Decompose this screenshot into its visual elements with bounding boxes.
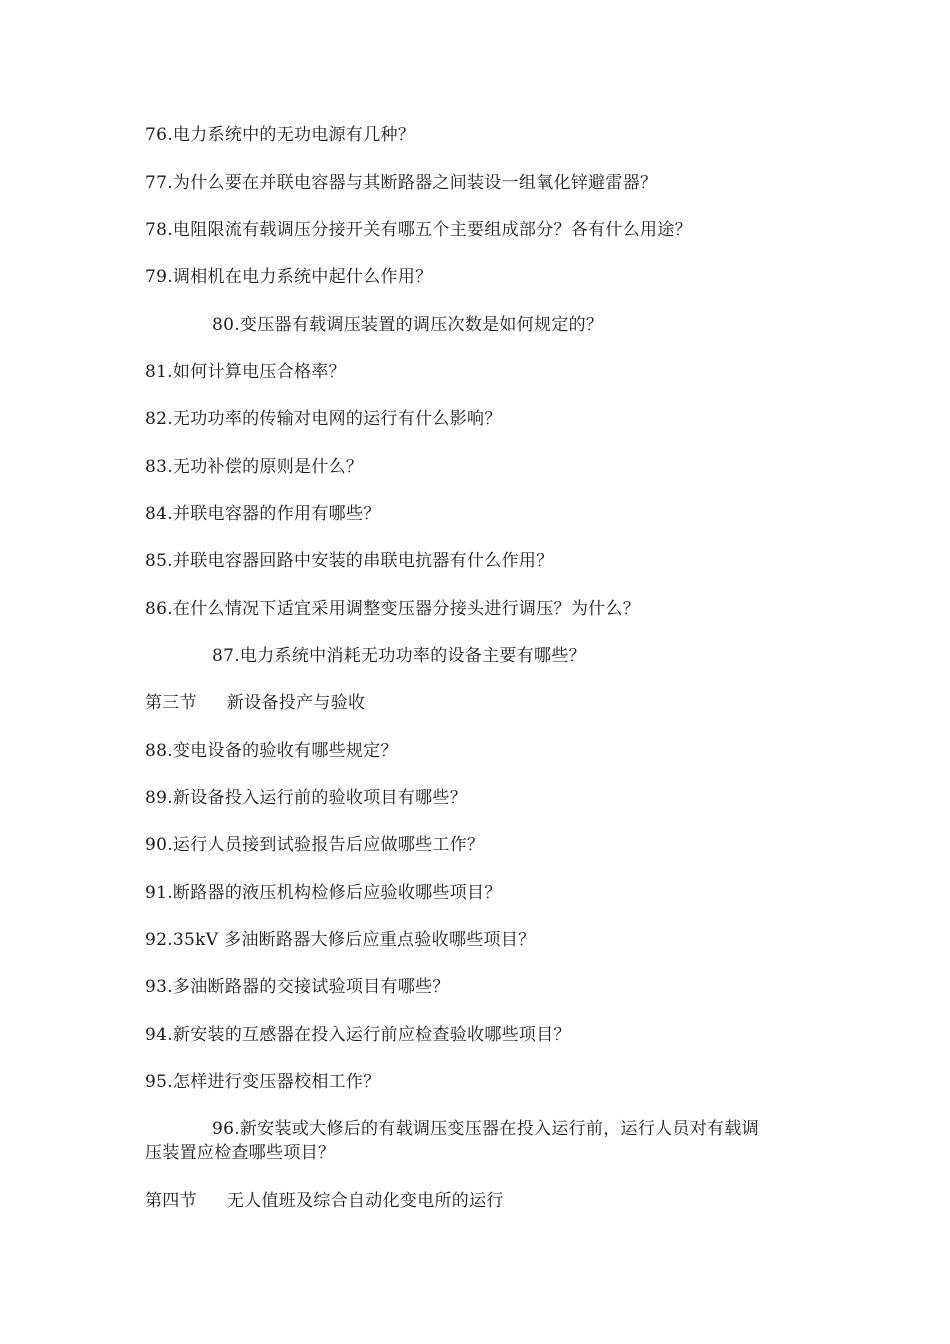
section-number: 第四节 — [145, 1191, 197, 1211]
question-96-line-2: 压装置应检查哪些项目？ — [145, 1143, 336, 1163]
question-78: 78.电阻限流有载调压分接开关有哪五个主要组成部分？各有什么用途？ — [145, 220, 692, 240]
question-96-line-1: 96.新安装或大修后的有载调压变压器在投入运行前，运行人员对有载调 — [212, 1119, 759, 1139]
question-93: 93.多油断路器的交接试验项目有哪些？ — [145, 977, 450, 997]
question-87: 87.电力系统中消耗无功功率的设备主要有哪些？ — [212, 646, 586, 666]
question-94: 94.新安装的互感器在投入运行前应检查验收哪些项目？ — [145, 1025, 571, 1045]
question-86: 86.在什么情况下适宜采用调整变压器分接头进行调压？为什么？ — [145, 599, 641, 619]
section-title: 新设备投产与验收 — [226, 693, 366, 713]
section-heading-3 — [145, 692, 365, 714]
question-83: 83.无功补偿的原则是什么？ — [145, 457, 364, 477]
question-85: 85.并联电容器回路中安装的串联电抗器有什么作用？ — [145, 551, 554, 571]
question-92: 92.35kV 多油断路器大修后应重点验收哪些项目？ — [145, 930, 536, 950]
section-title: 无人值班及综合自动化变电所的运行 — [226, 1191, 504, 1211]
question-77: 77.为什么要在并联电容器与其断路器之间装设一组氧化锌避雷器？ — [145, 173, 658, 193]
question-89: 89.新设备投入运行前的验收项目有哪些？ — [145, 788, 468, 808]
question-90: 90.运行人员接到试验报告后应做哪些工作？ — [145, 835, 485, 855]
question-79: 79.调相机在电力系统中起什么作用？ — [145, 267, 433, 287]
question-91: 91.断路器的液压机构检修后应验收哪些项目？ — [145, 883, 502, 903]
question-88: 88.变电设备的验收有哪些规定？ — [145, 741, 398, 761]
question-76: 76.电力系统中的无功电源有几种？ — [145, 125, 416, 145]
question-95: 95.怎样进行变压器校相工作？ — [145, 1072, 381, 1092]
section-heading-4 — [145, 1190, 504, 1212]
question-84: 84.并联电容器的作用有哪些？ — [145, 504, 381, 524]
section-number: 第三节 — [145, 693, 197, 713]
question-80: 80.变压器有载调压装置的调压次数是如何规定的？ — [212, 315, 604, 335]
question-81: 81.如何计算电压合格率？ — [145, 362, 346, 382]
question-82: 82.无功功率的传输对电网的运行有什么影响？ — [145, 409, 502, 429]
